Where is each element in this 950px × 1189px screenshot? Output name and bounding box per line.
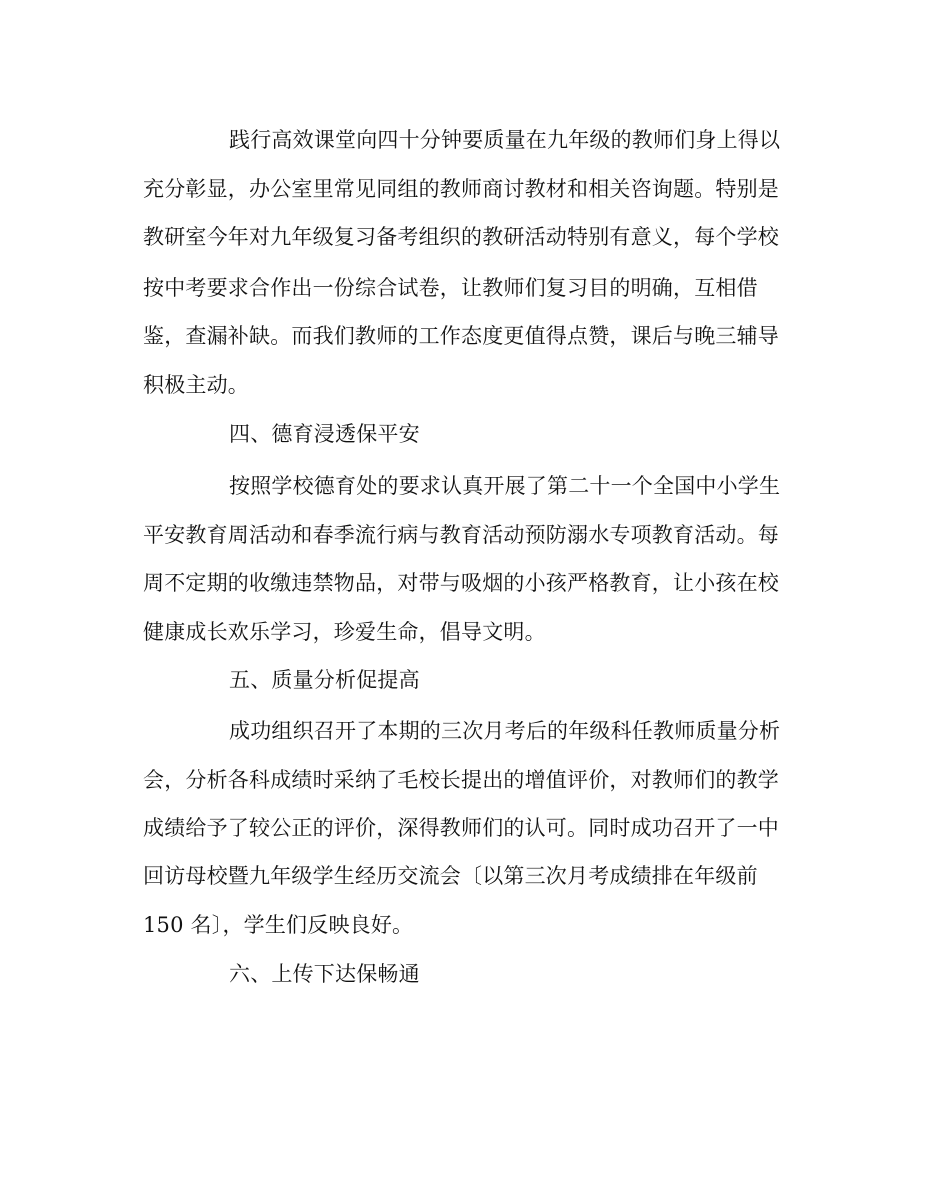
paragraph-line: 健康成长欢乐学习，珍爱生命，倡导文明。 xyxy=(143,620,546,644)
paragraph-line: 践行高效课堂向四十分钟要质量在九年级的教师们身上得以 xyxy=(229,128,781,152)
paragraph-line: 教研室今年对九年级复习备考组织的教研活动特别有意义，每个学校 xyxy=(143,225,779,249)
paragraph-line: 鉴，查漏补缺。而我们教师的工作态度更值得点赞，课后与晚三辅导 xyxy=(143,324,779,348)
paragraph-line: 按照学校德育处的要求认真开展了第二十一个全国中小学生 xyxy=(229,474,781,498)
paragraph-line: 平安教育周活动和春季流行病与教育活动预防溺水专项教育活动。每 xyxy=(143,523,779,547)
paragraph-line: 周不定期的收缴违禁物品，对带与吸烟的小孩严格教育，让小孩在校 xyxy=(143,571,779,595)
paragraph-line: 会，分析各科成绩时采纳了毛校长提出的增值评价，对教师们的教学 xyxy=(143,768,779,792)
paragraph-line: 成绩给予了较公正的评价，深得教师们的认可。同时成功召开了一中 xyxy=(143,816,779,840)
paragraph-line: 充分彰显，办公室里常见同组的教师商讨教材和相关咨询题。特别是 xyxy=(143,177,779,201)
paragraph-line: 150 名〕，学生们反映良好。 xyxy=(143,913,414,937)
paragraph-line: 回访母校暨九年级学生经历交流会〔以第三次月考成绩排在年级前 xyxy=(143,864,758,888)
paragraph-line: 成功组织召开了本期的三次月考后的年级科任教师质量分析 xyxy=(229,719,781,743)
section-heading: 六、上传下达保畅通 xyxy=(229,962,420,986)
paragraph-line: 积极主动。 xyxy=(143,373,249,397)
paragraph-line: 按中考要求合作出一份综合试卷，让教师们复习目的明确，互相借 xyxy=(143,276,758,300)
section-heading: 五、质量分析促提高 xyxy=(229,668,420,692)
section-heading: 四、德育浸透保平安 xyxy=(229,422,420,446)
